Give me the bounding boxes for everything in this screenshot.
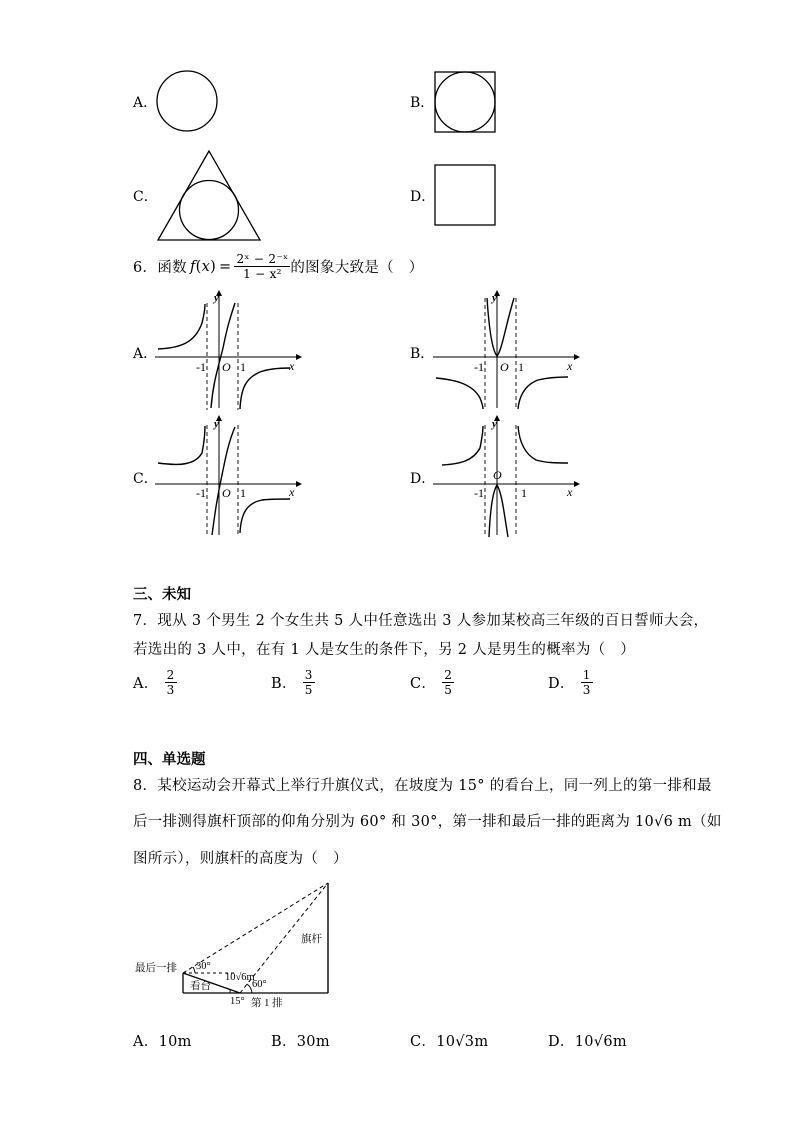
q6-graph-b [428, 288, 580, 413]
q6-func-var: x [201, 258, 211, 275]
q6-graph-c [150, 413, 302, 538]
q6-d-origin: O [493, 468, 502, 482]
q5-option-d-label[interactable]: D． [410, 189, 436, 205]
q6-d-tick-pos: 1 [521, 486, 527, 500]
q8-line-3: 图所示），则旗杆的高度为（ ） [133, 851, 348, 867]
q6-stem: 6．函数 f ( x ) = $\frac{\text{2ˣ − 2⁻ˣ}}{\text{1 − x²}}$ 的图象大致是（ ） [133, 252, 424, 281]
q6-c-tick-pos: 1 [240, 486, 246, 500]
q8-fig-pole: 旗杆 [301, 934, 322, 945]
q7-option-d-den: 3 [582, 683, 591, 697]
q6-c-origin: O [222, 486, 231, 500]
q6-c-axis-y: y [214, 418, 219, 430]
q8-fig-angle-60: 60° [252, 979, 267, 990]
q8-flagpole-figure [133, 876, 338, 1008]
q6-c-axis-x: x [289, 485, 295, 499]
section-3-title: 三、未知 [133, 586, 191, 603]
q6-b-origin: O [500, 360, 509, 374]
q8-option-c-label: C． [410, 1034, 437, 1050]
q5-option-b-label[interactable]: B． [410, 95, 435, 111]
q5-option-a-label[interactable]: A． [133, 95, 158, 111]
q8-option-b-value: 30m [296, 1034, 330, 1050]
q6-a-axis-y: y [214, 292, 219, 304]
q7-option-a[interactable] [133, 668, 177, 697]
q8-option-d[interactable] [548, 1030, 627, 1051]
q6-b-axis-x: x [567, 359, 573, 373]
q5-option-c-triangle-circle [155, 148, 265, 244]
q7-line-1: 7．现从 3 个男生 2 个女生共 5 人中任意选出 3 人参加某校高三年级的百日誓师大会， [133, 613, 709, 629]
q8-option-d-label: D． [548, 1034, 575, 1050]
q6-d-axis-y: y [492, 418, 497, 430]
q6-a-origin: O [222, 360, 231, 374]
q7-line-2: 若选出的 3 人中，在有 1 人是女生的条件下，另 2 人是男生的概率为（ ） [133, 642, 636, 658]
q6-option-d-label[interactable]: D． [410, 471, 436, 487]
q6-fraction [234, 252, 290, 281]
q6-a-axis-x: x [289, 359, 295, 373]
q7-option-d-label: D． [548, 676, 575, 692]
q7-option-b-label: B． [271, 676, 297, 692]
q7-option-a-num: 2 [166, 668, 175, 682]
q7-option-a-label: A． [133, 676, 159, 692]
q6-equals: = [219, 258, 232, 275]
q6-b-axis-y: y [492, 292, 497, 304]
q6-suffix: 的图象大致是（ ） [290, 260, 424, 276]
q8-option-a-label: A． [133, 1034, 159, 1050]
q6-a-tick-neg: -1 [196, 360, 206, 374]
q6-func-name: f [189, 258, 196, 275]
q6-graph-a [150, 288, 302, 413]
q5-option-d-square [433, 163, 497, 227]
section-4-title: 四、单选题 [133, 751, 206, 768]
q8-line-2: 后一排测得旗杆顶部的仰角分别为 60° 和 30°，第一排和最后一排的距离为 10√6 m（如 [133, 814, 722, 830]
q5-option-a-circle [155, 70, 221, 134]
q7-option-b-num: 3 [304, 668, 313, 682]
q7-option-d[interactable] [548, 668, 593, 697]
q8-fig-first-row: 第 1 排 [251, 998, 283, 1008]
q8-fig-angle-30: 30° [196, 961, 211, 972]
q6-graph-d [428, 413, 580, 538]
q6-frac-den: 1 − x² [243, 267, 282, 281]
q6-a-tick-pos: 1 [240, 360, 246, 374]
q6-d-axis-x: x [567, 485, 573, 499]
q6-option-a-label[interactable]: A． [133, 346, 158, 362]
q8-option-a[interactable] [133, 1030, 192, 1051]
q5-option-b-square-circle [433, 70, 497, 134]
q8-option-d-value: 10√6m [574, 1034, 627, 1050]
q8-option-b[interactable] [271, 1030, 330, 1051]
q6-b-tick-pos: 1 [518, 360, 524, 374]
q8-fig-stand: 看台 [190, 981, 211, 992]
q7-option-c-num: 2 [444, 668, 453, 682]
q6-frac-num: 2ˣ − 2⁻ˣ [236, 252, 289, 266]
q6-d-tick-neg: -1 [474, 486, 484, 500]
q8-fig-distance: 10√6m [225, 972, 255, 983]
q8-option-a-value: 10m [158, 1034, 192, 1050]
q7-option-c[interactable] [410, 668, 454, 697]
q8-line-1: 8．某校运动会开幕式上举行升旗仪式，在坡度为 15° 的看台上，同一列上的第一排和最 [133, 778, 712, 794]
q6-option-b-label[interactable]: B． [410, 346, 435, 362]
q7-option-d-num: 1 [582, 668, 591, 682]
q7-option-c-label: C． [410, 676, 437, 692]
q6-option-c-label[interactable]: C． [133, 471, 158, 487]
q6-prefix: 6．函数 [133, 260, 187, 276]
q7-option-b[interactable] [271, 668, 315, 697]
q8-option-c-value: 10√3m [436, 1034, 489, 1050]
q7-option-c-den: 5 [444, 683, 453, 697]
q8-fig-angle-15: 15° [230, 996, 245, 1007]
q6-c-tick-neg: -1 [196, 486, 206, 500]
q8-option-b-label: B． [271, 1034, 297, 1050]
q7-option-b-den: 5 [304, 683, 313, 697]
q8-fig-last-row: 最后一排 [135, 963, 177, 974]
q8-option-c[interactable] [410, 1030, 488, 1051]
q7-option-a-den: 3 [166, 683, 175, 697]
q5-option-c-label[interactable]: C． [133, 189, 158, 205]
q6-b-tick-neg: -1 [474, 360, 484, 374]
